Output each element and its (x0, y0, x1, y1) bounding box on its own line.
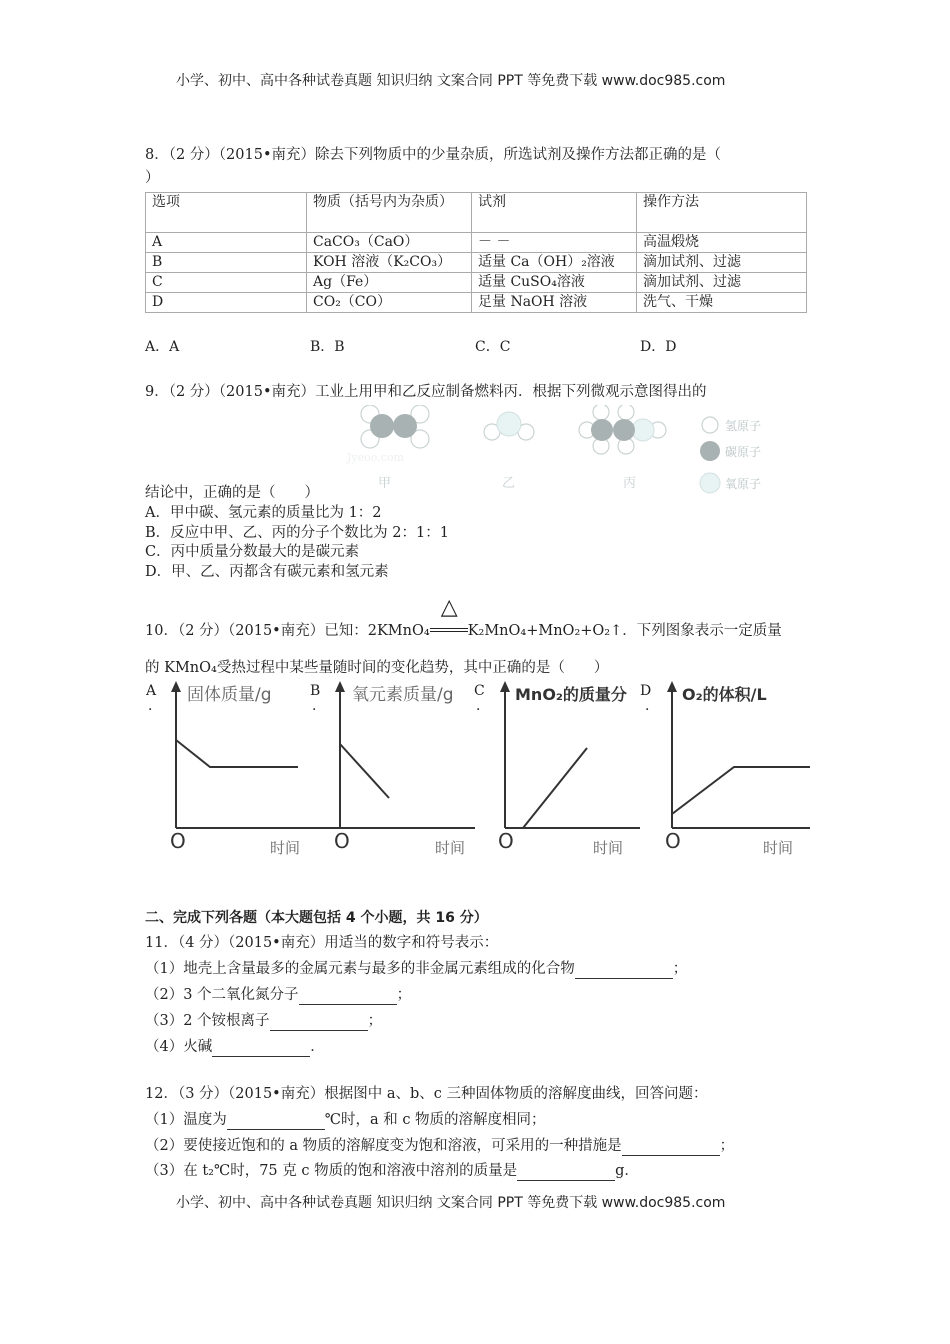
q8-stem-end: ） (145, 170, 160, 186)
answer-blank[interactable] (270, 1014, 368, 1031)
q12-stem: 12．（3 分）（2015•南充）根据图中 a、b、c 三种固体物质的溶解度曲线，回答问题： (145, 1086, 708, 1102)
q9-option-c: C．丙中质量分数最大的是碳元素 (145, 544, 360, 560)
graph-c-letter: C (474, 683, 485, 699)
graph-b-origin: O (334, 829, 350, 853)
q10-stem-cont: 的 KMnO₄受热过程中某些量随时间的变化趋势，其中正确的是（ ） (145, 660, 609, 676)
graph-b-xlabel: 时间 (435, 839, 466, 857)
answer-blank[interactable] (575, 962, 673, 979)
graph-b (330, 678, 490, 863)
reaction-arrow (430, 595, 468, 638)
table-cell: 滴加试剂、过滤 (637, 273, 807, 293)
graph-a-origin: O (170, 829, 186, 853)
graph-b-letter: B (310, 683, 321, 699)
punct: g． (615, 1163, 639, 1179)
table-row (146, 273, 807, 293)
graph-d-letter: D (640, 683, 652, 699)
label-jia: 甲 (378, 476, 392, 491)
table-header: 操作方法 (637, 193, 807, 233)
table-cell: A (146, 233, 307, 253)
q11-part-4 (145, 1037, 325, 1057)
graph-d-origin: O (665, 829, 681, 853)
graph-d (660, 678, 810, 863)
q8-table (145, 192, 807, 313)
q8-option-b: B．B (310, 339, 345, 355)
graph-c-xlabel: 时间 (593, 839, 624, 857)
watermark: Jyeoo.com (347, 451, 404, 464)
legend-hydrogen: 氢原子 (725, 419, 762, 433)
graph-a-ylabel: 固体质量/g (187, 685, 272, 705)
table-cell: Ag（Fe） (307, 273, 472, 293)
q11-part-1-text: （1）地壳上含量最多的金属元素与最多的非金属元素组成的化合物 (145, 961, 575, 977)
label-yi: 乙 (502, 476, 516, 491)
molecule-bing (579, 405, 666, 454)
section-title: 二、完成下列各题（本大题包括 4 个小题，共 16 分） (145, 910, 488, 926)
table-cell: CO₂（CO） (307, 293, 472, 313)
dot: · (476, 702, 481, 718)
answer-blank[interactable] (227, 1113, 325, 1130)
table-cell: B (146, 253, 307, 273)
q11-part-2-text: （2）3 个二氧化氮分子 (145, 987, 299, 1003)
table-row (146, 293, 807, 313)
q9-option-a: A．甲中碳、氢元素的质量比为 1：2 (145, 505, 382, 521)
q8-option-d: D．D (640, 339, 677, 355)
graph-a-letter: A (146, 683, 157, 699)
table-cell: KOH 溶液（K₂CO₃） (307, 253, 472, 273)
q12-part-3 (145, 1161, 639, 1181)
q8-stem: 8．（2 分）（2015•南充）除去下列物质中的少量杂质，所选试剂及操作方法都正确的是（ (145, 147, 722, 163)
dot: · (312, 702, 317, 718)
y-axis-arrow-icon (667, 681, 677, 692)
table-cell: D (146, 293, 307, 313)
graph-a-xlabel: 时间 (270, 839, 301, 857)
q11-part-3 (145, 1011, 382, 1031)
oxygen-atom-icon (700, 473, 720, 493)
q11-part-2 (145, 985, 411, 1005)
table-header: 物质（括号内为杂质） (307, 193, 472, 233)
q9-stem: 9．（2 分）（2015•南充）工业上用甲和乙反应制备燃料丙．根据下列微观示意图得出的 (145, 384, 707, 400)
q12-part-3-text: （3）在 t₂℃时，75 克 c 物质的饱和溶液中溶剂的质量是 (145, 1163, 518, 1179)
q12-part-2-text: （2）要使接近饱和的 a 物质的溶解度变为饱和溶液，可采用的一种措施是 (145, 1138, 622, 1154)
answer-blank[interactable] (299, 988, 397, 1005)
carbon-atom-icon (700, 441, 720, 461)
table-cell: 滴加试剂、过滤 (637, 253, 807, 273)
q10-stem (145, 595, 782, 641)
table-cell: 适量 Ca（OH）₂溶液 (472, 253, 637, 273)
graph-c-origin: O (498, 829, 514, 853)
y-axis-arrow-icon (171, 681, 181, 692)
dot: · (645, 702, 650, 718)
graph-d-xlabel: 时间 (763, 839, 794, 857)
label-bing: 丙 (623, 476, 637, 491)
answer-blank[interactable] (212, 1040, 310, 1057)
table-row (146, 233, 807, 253)
q11-part-1 (145, 959, 687, 979)
punct: ． (310, 1039, 325, 1055)
legend-carbon: 碳原子 (725, 445, 762, 459)
q12-part-2 (145, 1136, 734, 1156)
page-footer: 小学、初中、高中各种试卷真题 知识归纳 文案合同 PPT 等免费下载 www.doc985.com (176, 1195, 726, 1211)
graph-c-ylabel: MnO₂的质量分 (515, 685, 627, 704)
q10-stem-prefix: 10．（2 分）（2015•南充）已知：2KMnO₄ (145, 623, 430, 639)
table-cell: － － (472, 233, 637, 253)
molecule-diagram (300, 405, 800, 500)
table-cell: 适量 CuSO₄溶液 (472, 273, 637, 293)
table-cell: C (146, 273, 307, 293)
table-cell: CaCO₃（CaO） (307, 233, 472, 253)
table-header: 试剂 (472, 193, 637, 233)
molecule-yi (484, 412, 534, 440)
heating-triangle-icon: △ (440, 595, 458, 620)
y-axis-arrow-icon (335, 681, 345, 692)
answer-blank[interactable] (517, 1164, 615, 1181)
table-header-row (146, 193, 807, 233)
y-axis-arrow-icon (500, 681, 510, 692)
q12-part-1 (145, 1110, 546, 1130)
q11-stem: 11．（4 分）（2015•南充）用适当的数字和符号表示： (145, 935, 499, 951)
punct: ； (367, 1013, 383, 1029)
table-cell: 足量 NaOH 溶液 (472, 293, 637, 313)
answer-blank[interactable] (622, 1139, 720, 1156)
punct: ； (396, 987, 412, 1003)
punct: ； (672, 961, 688, 977)
q9-option-b: B．反应中甲、乙、丙的分子个数比为 2：1：1 (145, 525, 449, 541)
q9-stem-cont: 结论中，正确的是（ ） (145, 485, 319, 501)
q11-part-4-text: （4）火碱 (145, 1039, 213, 1055)
table-cell: 洗气、干燥 (637, 293, 807, 313)
hydrogen-atom-icon (702, 417, 718, 433)
graph-c (495, 678, 645, 863)
legend (700, 417, 761, 493)
q8-option-a: A．A (145, 339, 180, 355)
graph-d-ylabel: O₂的体积/L (682, 685, 767, 704)
q12-part-1-text: （1）温度为 (145, 1112, 227, 1128)
table-header: 选项 (146, 193, 307, 233)
q8-option-c: C．C (475, 339, 511, 355)
punct: ； (719, 1138, 735, 1154)
graph-b-ylabel: 氧元素质量/g (352, 685, 454, 705)
molecule-jia (361, 405, 429, 448)
table-row (146, 253, 807, 273)
legend-oxygen: 氧原子 (725, 477, 762, 491)
q12-part-1-end: ℃时，a 和 c 物质的溶解度相同； (324, 1112, 546, 1128)
page-header: 小学、初中、高中各种试卷真题 知识归纳 文案合同 PPT 等免费下载 www.doc985.com (176, 73, 726, 89)
q11-part-3-text: （3）2 个铵根离子 (145, 1013, 270, 1029)
table-cell: 高温煅烧 (637, 233, 807, 253)
q10-stem-suffix: K₂MnO₄+MnO₂+O₂↑．下列图象表示一定质量 (467, 623, 782, 639)
q9-option-d: D．甲、乙、丙都含有碳元素和氢元素 (145, 564, 389, 580)
dot: · (148, 702, 153, 718)
